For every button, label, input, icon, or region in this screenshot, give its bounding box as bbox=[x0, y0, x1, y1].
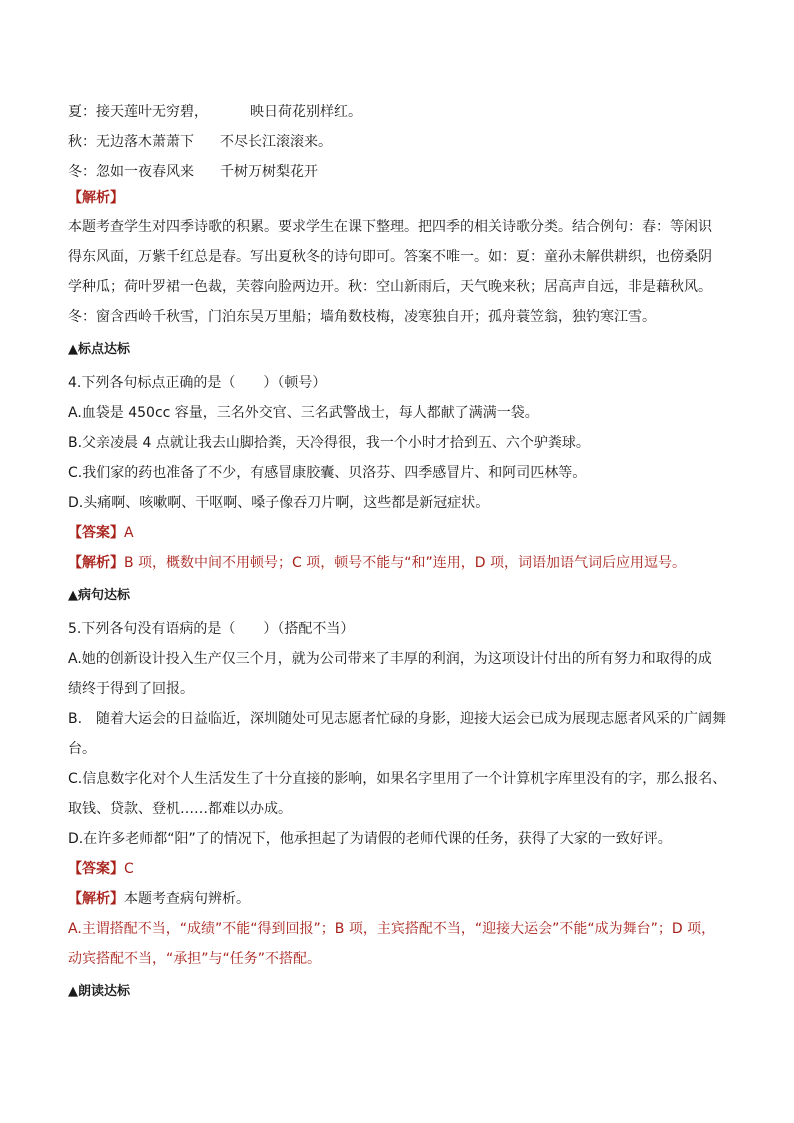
poem-winter bbox=[68, 162, 728, 182]
poem-winter-second: 千树万树梨花开 bbox=[220, 164, 318, 180]
option-d: D.在许多老师都“阳”了的情况下，他承担起了为请假的老师代课的任务，获得了大家的一致好评。 bbox=[68, 831, 672, 847]
analysis-detail-line: A.主谓搭配不当，“成绩”不能“得到回报”；B 项，主宾搭配不当，“迎接大运会”不能“成为舞台”；D 项， bbox=[68, 921, 716, 937]
answer-tag: 【答案】 bbox=[68, 861, 124, 877]
section-heading-sentence: ▲病句达标 bbox=[68, 588, 130, 603]
analysis-line: 冬：窗含西岭千秋雪，门泊东吴万里船；墙角数枝梅，凌寒独自开；孤舟蓑笠翁，独钓寒江雪。 bbox=[68, 309, 656, 325]
poem-summer-second: 映日荷花别样红。 bbox=[250, 104, 362, 120]
analysis-line bbox=[68, 884, 728, 914]
question-stem: 4.下列各句标点正确的是（ ）（顿号） bbox=[68, 375, 327, 391]
poem-autumn-first: 秋：无边落木萧萧下 bbox=[68, 134, 194, 150]
option-a: A.她的创新设计投入生产仅三个月，就为公司带来了丰厚的利润，为这项设计付出的所有努力和取得的成 bbox=[68, 651, 712, 667]
answer-line bbox=[68, 518, 728, 548]
analysis-tag: 【解析】 bbox=[68, 891, 124, 907]
section-heading-punctuation: ▲标点达标 bbox=[68, 342, 130, 357]
analysis-intro: 本题考查病句辨析。 bbox=[124, 891, 250, 907]
option-c: C.信息数字化对个人生活发生了十分直接的影响，如果名字里用了一个计算机字库里没有的字，那么报名、 bbox=[68, 771, 727, 787]
analysis-line: 得东风面，万紫千红总是春。写出夏秋冬的诗句即可。答案不唯一。如：夏：童孙未解供耕织，也傍桑阴 bbox=[68, 249, 712, 265]
poem-autumn-second: 不尽长江滚滚来。 bbox=[220, 134, 332, 150]
analysis-tag: 【解析】 bbox=[68, 555, 124, 571]
option-d: D.头痛啊、咳嗽啊、干呕啊、嗓子像吞刀片啊，这些都是新冠症状。 bbox=[68, 495, 490, 511]
answer-value: C bbox=[124, 861, 134, 877]
answer-line bbox=[68, 854, 728, 884]
analysis-detail-line: 动宾搭配不当，“承担”与“任务”不搭配。 bbox=[68, 951, 322, 967]
option-c-cont: 取钱、贷款、登机……都难以办成。 bbox=[68, 801, 292, 817]
analysis-paragraph bbox=[68, 212, 728, 332]
option-a-cont: 绩终于得到了回报。 bbox=[68, 681, 194, 697]
poem-summer bbox=[68, 102, 728, 122]
analysis-tag: 【解析】 bbox=[68, 190, 124, 206]
poem-winter-first: 冬：忽如一夜春风来 bbox=[68, 164, 194, 180]
option-b: B. 随着大运会的日益临近，深圳随处可见志愿者忙碌的身影，迎接大运会已成为展现志愿者风采的广阔舞 bbox=[68, 711, 727, 727]
option-c: C.我们家的药也准备了不少，有感冒康胶囊、贝洛芬、四季感冒片、和阿司匹林等。 bbox=[68, 465, 587, 481]
poem-summer-first: 夏：接天莲叶无穷碧， bbox=[68, 104, 208, 120]
section-heading-reading: ▲朗读达标 bbox=[68, 984, 130, 999]
answer-tag: 【答案】 bbox=[68, 525, 124, 541]
question-4 bbox=[68, 368, 728, 578]
document-page bbox=[68, 102, 728, 1010]
answer-value: A bbox=[124, 525, 134, 541]
analysis-line: 学种瓜；荷叶罗裙一色裁，芙蓉向脸两边开。秋：空山新雨后，天气晚来秋；居高声自远，非是藉秋风。 bbox=[68, 279, 712, 295]
option-b-cont: 台。 bbox=[68, 741, 96, 757]
question-5 bbox=[68, 614, 728, 974]
option-b: B.父亲凌晨 4 点就让我去山脚拾粪，天冷得很，我一个小时才拾到五、六个驴粪球。 bbox=[68, 435, 590, 451]
analysis-line bbox=[68, 548, 728, 578]
poem-autumn bbox=[68, 132, 728, 152]
analysis-line: 本题考查学生对四季诗歌的积累。要求学生在课下整理。把四季的相关诗歌分类。结合例句：春：等闲识 bbox=[68, 219, 712, 235]
analysis-text: B 项，概数中间不用顿号；C 项，顿号不能与“和”连用，D 项，词语加语气词后应用逗号。 bbox=[124, 555, 687, 571]
option-a: A.血袋是 450cc 容量，三名外交官、三名武警战士，每人都献了满满一袋。 bbox=[68, 405, 539, 421]
question-stem: 5.下列各句没有语病的是（ ）（搭配不当） bbox=[68, 621, 355, 637]
